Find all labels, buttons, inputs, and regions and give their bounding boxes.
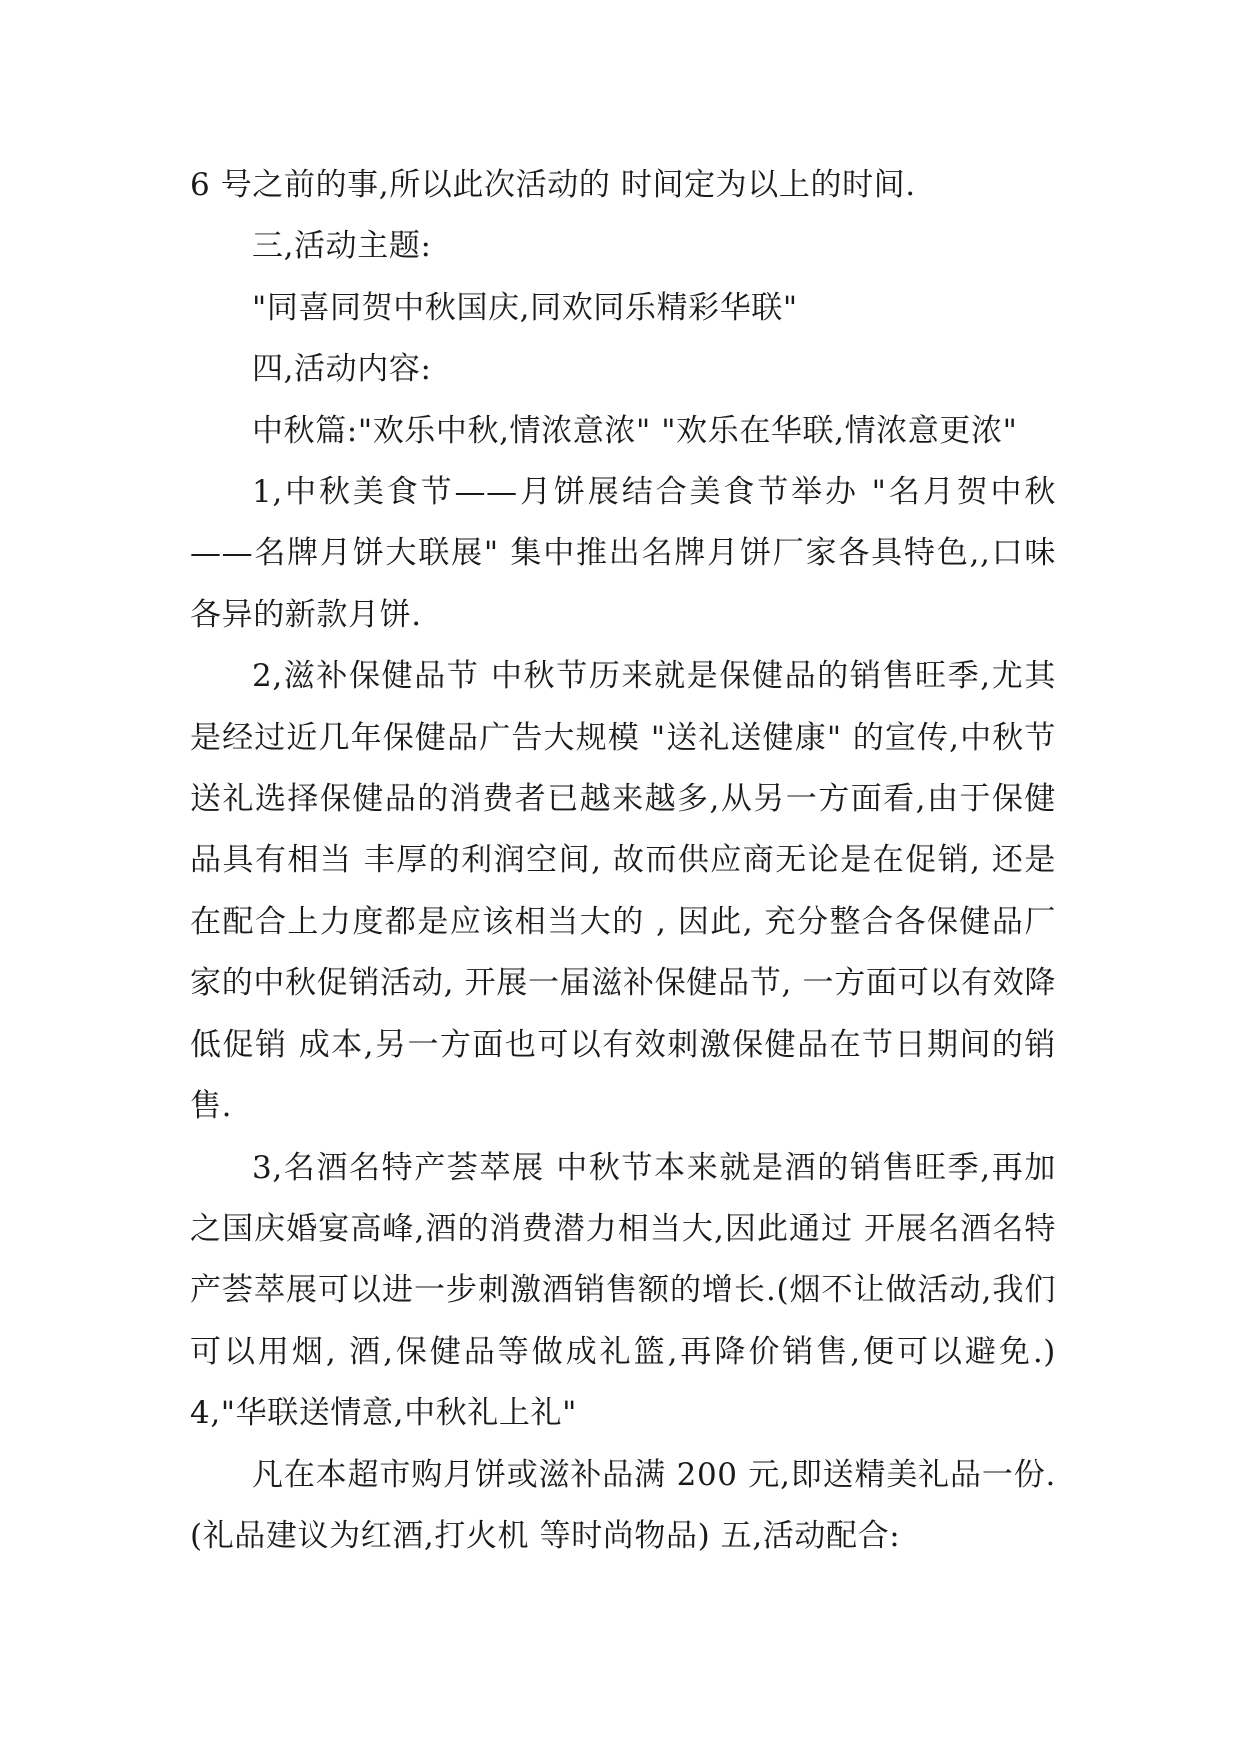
item-2-paragraph: 2,滋补保健品节 中秋节历来就是保健品的销售旺季,尤其是经过近几年保健品广告大规模 "送礼送健康" 的宣传,中秋节送礼选择保健品的消费者已越来越多,从另一方面看,由于保健品具有相当 丰厚的利润空间, 故而供应商无论是在促销, 还是在配合上力度都是应该相当大的 , 因此, 充分整合各保健品厂家的中秋促销活动, 开展一届滋补保健品节, 一方面可以有效降低促销 成本,另一方面也可以有效刺激保健品在节日期间的销售.: [190, 658, 1056, 1125]
section-heading-content: 四,活动内容:: [252, 351, 432, 388]
item-3-paragraph: 3,名酒名特产荟萃展 中秋节本来就是酒的销售旺季,再加之国庆婚宴高峰,酒的消费潜力相当大,因此通过 开展名酒名特产荟萃展可以进一步刺激酒销售额的增长.(烟不让做活动,我们可以用烟, 酒,保健品等做成礼篮,再降价销售,便可以避免.) 4,"华联送情意,中秋礼上礼": [190, 1149, 1056, 1432]
item-4-paragraph: 凡在本超市购月饼或滋补品满 200 元,即送精美礼品一份. (礼品建议为红酒,打火机 等时尚物品) 五,活动配合:: [190, 1456, 1056, 1554]
item-1-paragraph: 1,中秋美食节——月饼展结合美食节举办 "名月贺中秋——名牌月饼大联展" 集中推出名牌月饼厂家各具特色,,口味各异的新款月饼.: [190, 474, 1056, 633]
section-heading-theme: 三,活动主题:: [252, 228, 432, 265]
theme-slogan: "同喜同贺中秋国庆,同欢同乐精彩华联": [252, 289, 798, 326]
paragraph-1: 6 号之前的事,所以此次活动的 时间定为以上的时间.: [190, 167, 916, 203]
document-page: [190, 155, 1056, 1567]
mid-autumn-slogan: 中秋篇:"欢乐中秋,情浓意浓" "欢乐在华联,情浓意更浓": [252, 412, 1018, 449]
